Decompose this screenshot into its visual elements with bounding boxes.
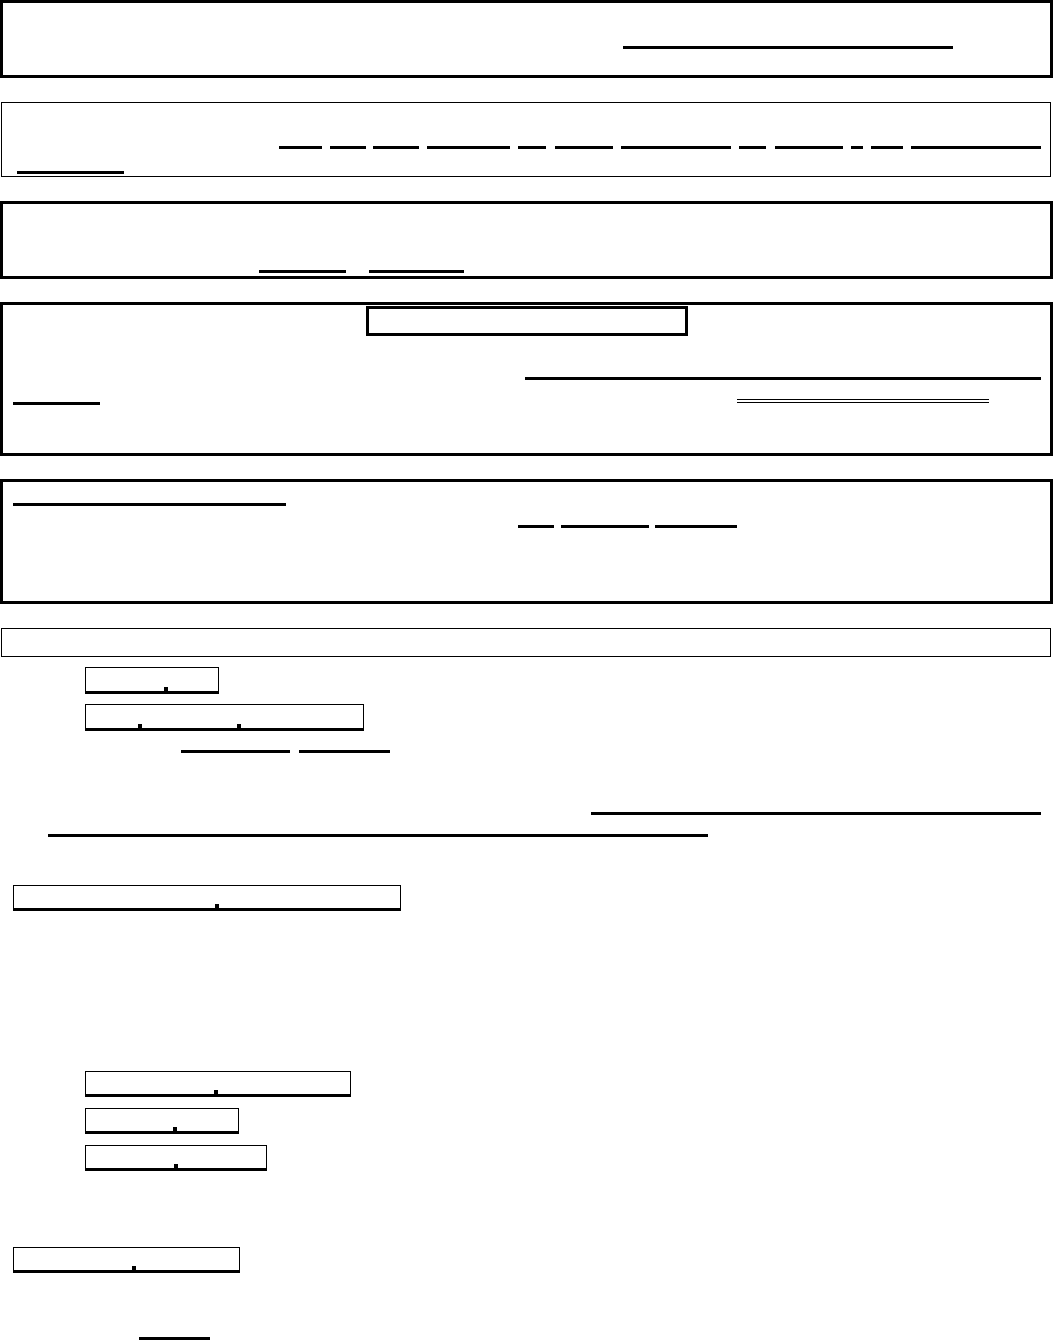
section-2-blank-3[interactable]	[373, 146, 419, 149]
section-2-blank-4[interactable]	[427, 146, 510, 149]
field-b[interactable]	[85, 704, 364, 731]
field-c-blank-1[interactable]	[181, 750, 290, 753]
section-4-blank-2[interactable]	[13, 402, 100, 405]
long-blank-1[interactable]	[591, 812, 1041, 815]
field-e-separator	[214, 1090, 218, 1095]
field-a[interactable]	[85, 667, 219, 694]
section-4-double-rule	[737, 399, 989, 403]
section-2-blank-2[interactable]	[330, 146, 366, 149]
section-5-blank-2[interactable]	[518, 525, 554, 528]
field-d[interactable]	[13, 885, 401, 911]
field-b-separator-2	[237, 724, 241, 729]
section-2-blank-6[interactable]	[555, 146, 613, 149]
field-g[interactable]	[85, 1145, 267, 1171]
section-2-blank-12[interactable]	[911, 146, 1041, 149]
section-2-blank-11[interactable]	[871, 146, 903, 149]
section-4-heading-box	[366, 306, 688, 336]
field-g-separator	[174, 1164, 178, 1169]
section-3-blank-1[interactable]	[259, 270, 346, 273]
section-6-bar	[1, 628, 1051, 657]
field-b-separator-1	[138, 724, 142, 729]
section-4-blank-1[interactable]	[525, 377, 1041, 380]
section-2-blank-13[interactable]	[17, 171, 124, 174]
section-5-blank-3[interactable]	[561, 525, 649, 528]
field-f-separator	[173, 1127, 177, 1132]
section-3-blank-2[interactable]	[369, 270, 464, 273]
field-f[interactable]	[85, 1108, 239, 1134]
section-3-box	[0, 201, 1053, 279]
section-5-blank-4[interactable]	[655, 525, 737, 528]
field-e[interactable]	[85, 1071, 351, 1097]
field-d-separator	[215, 904, 219, 909]
long-blank-2[interactable]	[48, 834, 708, 837]
section-2-blank-5[interactable]	[518, 146, 546, 149]
section-2-blank-10[interactable]	[851, 146, 863, 149]
field-c-blank-2[interactable]	[299, 750, 390, 753]
section-5-blank-1[interactable]	[13, 503, 286, 506]
section-2-box	[1, 102, 1051, 177]
section-2-blank-9[interactable]	[775, 146, 843, 149]
section-1-blank[interactable]	[623, 46, 953, 49]
field-a-separator	[164, 687, 168, 692]
section-1-box	[0, 0, 1053, 78]
field-h[interactable]	[13, 1247, 240, 1273]
bottom-blank[interactable]	[139, 1337, 210, 1340]
section-5-box	[0, 479, 1053, 604]
field-h-separator	[132, 1266, 136, 1271]
section-2-blank-1[interactable]	[279, 146, 322, 149]
section-2-blank-8[interactable]	[739, 146, 766, 149]
section-2-blank-7[interactable]	[621, 146, 731, 149]
